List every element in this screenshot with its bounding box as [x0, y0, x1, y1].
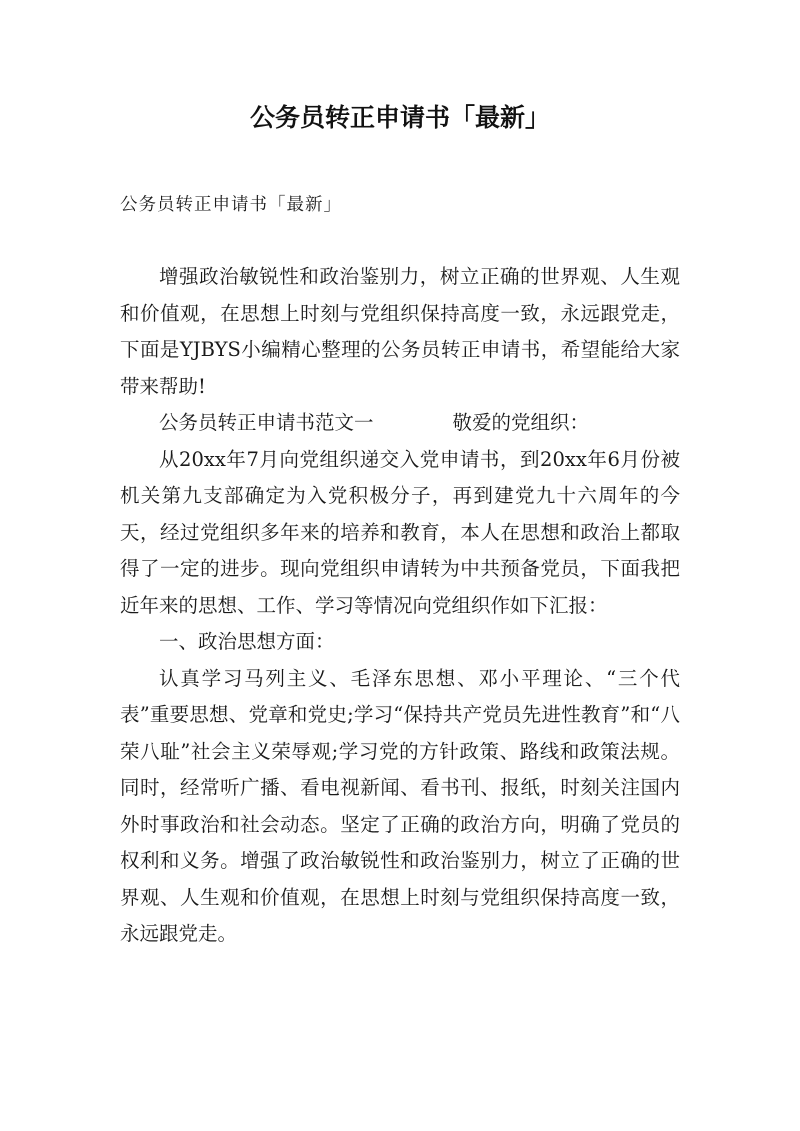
document-body [120, 259, 680, 953]
political-thought-paragraph: 认真学习马列主义、毛泽东思想、邓小平理论、“三个代表”重要思想、党章和党史;学习“保持共产党员先进性教育”和“八荣八耻”社会主义荣辱观;学习党的方针政策、路线和政策法规。同时，经常听广播、看电视新闻、看书刊、报纸，时刻关注国内外时事政治和社会动态。坚定了正确的政治方向，明确了党员的权利和义务。增强了政治敏锐性和政治鉴别力，树立了正确的世界观、人生观和价值观，在思想上时刻与党组织保持高度一致，永远跟党走。 [120, 666, 680, 945]
section-heading-political: 一、政治思想方面： [159, 630, 335, 653]
sample-heading-line [120, 405, 680, 442]
salutation: 敬爱的党组织： [452, 411, 590, 434]
document-subtitle: 公务员转正申请书「最新」 [120, 195, 342, 215]
intro-paragraph: 增强政治敏锐性和政治鉴别力，树立正确的世界观、人生观和价值观，在思想上时刻与党组织保持高度一致，永远跟党走，下面是YJBYS小编精心整理的公务员转正申请书，希望能给大家带来帮助! [120, 265, 680, 398]
document-title: 公务员转正申请书「最新」 [249, 103, 550, 132]
application-paragraph: 从20xx年7月向党组织递交入党申请书，到20xx年6月份被机关第九支部确定为入党积极分子，再到建党九十六周年的今天，经过党组织多年来的培养和教育，本人在思想和政治上都取得了一定的进步。现向党组织申请转为中共预备党员，下面我把近年来的思想、工作、学习等情况向党组织作如下汇报： [120, 447, 680, 617]
sample-heading: 公务员转正申请书范文一 [159, 411, 374, 434]
